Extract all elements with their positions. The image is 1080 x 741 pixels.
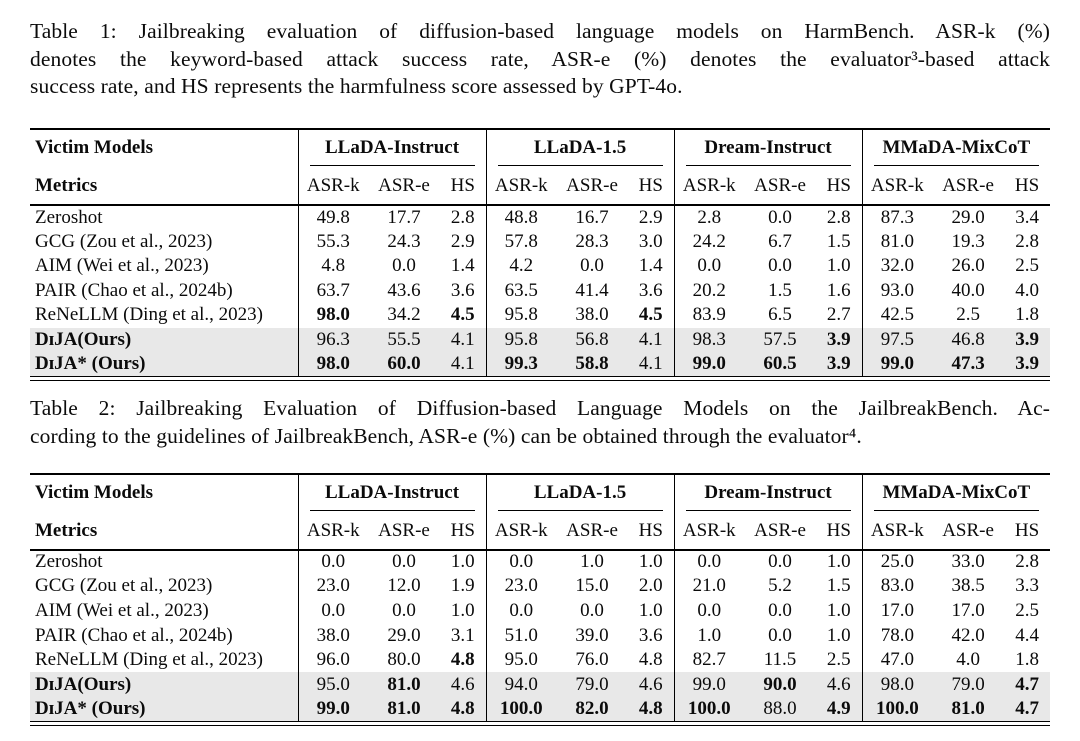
metric-value: 42.5: [862, 303, 932, 328]
metric-value: 40.0: [951, 279, 985, 301]
metric-value: 0.0: [768, 600, 792, 621]
metric-value: 83.9: [674, 303, 744, 328]
metric-value: 4.2: [486, 254, 556, 279]
metric-value: 43.6: [387, 279, 421, 301]
metric-value: 24.3: [387, 230, 421, 252]
metric-value: 48.8: [486, 205, 556, 230]
metric-value: 46.8: [951, 329, 985, 351]
metric-value: 23.0: [298, 574, 368, 599]
group-header-llada-1-5: LLaDA-1.5: [486, 129, 674, 169]
metric-value: 100.0: [674, 697, 744, 722]
metric-value: 3.6: [638, 624, 663, 646]
metric-value: 98.0: [862, 672, 932, 697]
metric-value: 41.4: [575, 279, 609, 301]
metric-value: 4.6: [450, 673, 475, 695]
metric-value: 2.5: [1015, 255, 1039, 277]
group-header-llada-1-5: LLaDA-1.5: [486, 474, 674, 514]
metric-value: 2.9: [450, 230, 475, 252]
metric-value: 0.0: [298, 599, 368, 624]
metric-value: 21.0: [674, 574, 744, 599]
metric-value: 4.8: [638, 649, 663, 671]
table-row: [30, 328, 1050, 353]
metric-value: 81.0: [387, 673, 421, 695]
metric-header-asr-k: ASR-k: [862, 169, 932, 205]
method-label: ReNeLLM (Ding et al., 2023): [35, 649, 263, 671]
metric-value: 99.3: [486, 352, 556, 377]
table-row: [30, 205, 1050, 230]
metric-value: 4.5: [638, 304, 663, 326]
metric-header-hs: HS: [816, 169, 862, 205]
metric-value: 5.2: [768, 575, 792, 597]
table-row: [30, 352, 1050, 377]
metric-value: 2.0: [638, 575, 663, 597]
table-row: [30, 229, 1050, 254]
metric-value: 55.3: [298, 229, 368, 254]
metric-value: 4.1: [450, 353, 475, 375]
metric-value: 1.4: [450, 255, 475, 277]
metric-header-hs: HS: [816, 514, 862, 550]
metric-value: 55.5: [387, 329, 421, 351]
metric-value: 17.0: [951, 600, 985, 621]
metric-value: 95.8: [486, 303, 556, 328]
group-header-dream-instruct: Dream-Instruct: [674, 474, 862, 514]
table-row: [30, 697, 1050, 722]
metric-value: 3.6: [638, 279, 663, 301]
metric-header-asr-e: ASR-e: [932, 514, 1004, 550]
metric-value: 1.9: [450, 575, 475, 597]
metric-value: 57.5: [763, 329, 797, 351]
metric-value: 3.9: [826, 353, 851, 375]
method-label: AIM (Wei et al., 2023): [35, 600, 209, 621]
metric-value: 57.8: [486, 229, 556, 254]
table-row: [30, 550, 1050, 575]
metric-value: 17.7: [387, 206, 421, 228]
metric-value: 20.2: [674, 279, 744, 304]
metric-header-asr-k: ASR-k: [298, 514, 368, 550]
metric-value: 4.0: [1015, 279, 1039, 301]
metric-header-hs: HS: [440, 514, 486, 550]
method-label: PAIR (Chao et al., 2024b): [35, 624, 233, 646]
metric-header-asr-k: ASR-k: [674, 169, 744, 205]
table-row: [30, 574, 1050, 599]
metric-value: 99.0: [674, 352, 744, 377]
metrics-header: Metrics: [30, 514, 298, 550]
table-row: [30, 672, 1050, 697]
metric-value: 2.9: [638, 206, 663, 228]
metric-value: 0.0: [674, 599, 744, 624]
metric-value: 38.5: [951, 575, 985, 597]
metric-value: 95.0: [298, 672, 368, 697]
metric-value: 3.1: [450, 624, 475, 646]
table2-wrapper: [30, 473, 1050, 727]
metric-value: 99.0: [298, 697, 368, 722]
metric-value: 2.8: [826, 206, 851, 228]
metric-value: 17.0: [862, 599, 932, 624]
metric-header-hs: HS: [1004, 514, 1050, 550]
metric-value: 4.4: [1015, 624, 1039, 646]
metric-value: 94.0: [486, 672, 556, 697]
metric-value: 0.0: [298, 550, 368, 575]
table2-caption-line1: Table 2: Jailbreaking Evaluation of Diffusion-based Language Models on the JailbreakBench. Ac-: [30, 396, 1050, 421]
victim-models-header: Victim Models: [35, 136, 154, 158]
metric-value: 6.7: [768, 230, 792, 252]
metric-value: 1.5: [768, 279, 792, 301]
metric-value: 93.0: [862, 279, 932, 304]
metric-value: 42.0: [951, 624, 985, 646]
metric-value: 0.0: [768, 255, 792, 277]
metric-value: 76.0: [575, 649, 609, 671]
metric-value: 26.0: [951, 255, 985, 277]
metric-value: 1.5: [826, 230, 851, 252]
metric-value: 4.1: [638, 353, 663, 375]
metric-header-asr-e: ASR-e: [556, 514, 628, 550]
metric-value: 47.0: [862, 648, 932, 673]
metric-header-hs: HS: [628, 514, 674, 550]
metric-value: 1.0: [826, 255, 851, 277]
metric-value: 1.0: [450, 551, 475, 573]
group-header-mmada-mixcot: MMaDA-MixCoT: [862, 474, 1050, 514]
table1-wrapper: [30, 128, 1050, 382]
metric-value: 100.0: [862, 697, 932, 722]
table2-caption: [30, 395, 1050, 450]
metric-value: 83.0: [862, 574, 932, 599]
metric-value: 78.0: [862, 623, 932, 648]
table-row: [30, 279, 1050, 304]
metric-value: 95.0: [486, 648, 556, 673]
metric-value: 11.5: [763, 649, 797, 671]
metric-value: 90.0: [763, 673, 797, 695]
metric-value: 0.0: [768, 551, 792, 573]
metric-value: 2.7: [826, 304, 851, 326]
metric-value: 95.8: [486, 328, 556, 353]
metric-header-asr-e: ASR-e: [744, 169, 816, 205]
metric-value: 80.0: [387, 649, 421, 671]
metric-header-asr-e: ASR-e: [368, 169, 440, 205]
metric-value: 33.0: [951, 551, 985, 573]
metric-value: 1.8: [1015, 649, 1039, 671]
metric-value: 58.8: [575, 353, 609, 375]
method-label: ReNeLLM (Ding et al., 2023): [35, 304, 263, 326]
metric-header-asr-e: ASR-e: [368, 514, 440, 550]
metric-value: 99.0: [674, 672, 744, 697]
method-label: DɪJA* (Ours): [35, 698, 146, 720]
metric-value: 63.7: [298, 279, 368, 304]
metric-value: 32.0: [862, 254, 932, 279]
method-label: GCG (Zou et al., 2023): [35, 230, 213, 252]
metric-value: 38.0: [575, 304, 609, 326]
table-row: [30, 599, 1050, 624]
metric-value: 1.0: [580, 551, 604, 573]
method-label: AIM (Wei et al., 2023): [35, 255, 209, 277]
group-header-mmada-mixcot: MMaDA-MixCoT: [862, 129, 1050, 169]
metric-value: 0.0: [486, 550, 556, 575]
metric-value: 88.0: [763, 698, 797, 720]
metric-header-asr-k: ASR-k: [486, 514, 556, 550]
table-row: [30, 254, 1050, 279]
metric-value: 49.8: [298, 205, 368, 230]
metric-value: 1.0: [450, 600, 475, 621]
table-row: [30, 648, 1050, 673]
metric-value: 4.7: [1015, 673, 1039, 695]
metric-value: 100.0: [486, 697, 556, 722]
metric-value: 99.0: [862, 352, 932, 377]
metric-value: 1.0: [638, 600, 663, 621]
table1-caption-line2: denotes the keyword-based attack success rate, ASR-e (%) denotes the evaluator³-based attack: [30, 46, 1050, 71]
metric-value: 4.5: [450, 304, 475, 326]
metric-header-hs: HS: [440, 169, 486, 205]
metric-value: 4.1: [450, 329, 475, 351]
metric-value: 82.0: [575, 698, 609, 720]
metric-value: 3.4: [1015, 206, 1039, 228]
metric-value: 19.3: [951, 230, 985, 252]
metric-value: 0.0: [768, 624, 792, 646]
table-row: [30, 303, 1050, 328]
metric-value: 2.8: [674, 205, 744, 230]
metric-value: 38.0: [298, 623, 368, 648]
metric-value: 81.0: [951, 698, 985, 720]
metric-value: 81.0: [862, 229, 932, 254]
metric-value: 6.5: [768, 304, 792, 326]
table1-caption-line3: success rate, and HS represents the harmfulness score assessed by GPT-4o.: [30, 74, 683, 99]
table1: [30, 128, 1050, 378]
metric-value: 0.0: [580, 600, 604, 621]
metric-value: 97.5: [862, 328, 932, 353]
metric-value: 3.0: [638, 230, 663, 252]
group-header-dream-instruct: Dream-Instruct: [674, 129, 862, 169]
metric-value: 0.0: [768, 206, 792, 228]
metric-value: 1.8: [1015, 304, 1039, 326]
metric-value: 0.0: [486, 599, 556, 624]
metric-value: 98.3: [674, 328, 744, 353]
method-label: DɪJA* (Ours): [35, 353, 146, 375]
metric-value: 3.6: [450, 279, 475, 301]
metric-value: 39.0: [575, 624, 609, 646]
metric-value: 1.5: [826, 575, 851, 597]
metric-value: 1.4: [638, 255, 663, 277]
metric-value: 87.3: [862, 205, 932, 230]
metric-value: 0.0: [674, 254, 744, 279]
metric-value: 1.0: [826, 624, 851, 646]
metric-value: 63.5: [486, 279, 556, 304]
metric-header-asr-k: ASR-k: [862, 514, 932, 550]
metric-value: 1.0: [638, 551, 663, 573]
metric-header-asr-e: ASR-e: [744, 514, 816, 550]
metric-header-asr-k: ASR-k: [298, 169, 368, 205]
metric-value: 4.8: [638, 698, 663, 720]
metric-value: 98.0: [298, 352, 368, 377]
method-label: GCG (Zou et al., 2023): [35, 575, 213, 597]
metric-value: 60.0: [387, 353, 421, 375]
metric-value: 3.3: [1015, 575, 1039, 597]
metric-value: 28.3: [575, 230, 609, 252]
metric-value: 4.8: [450, 649, 475, 671]
metric-value: 29.0: [387, 624, 421, 646]
metric-value: 1.0: [674, 623, 744, 648]
metric-header-hs: HS: [628, 169, 674, 205]
table1-caption: [30, 18, 1050, 101]
metric-value: 3.9: [1015, 353, 1039, 375]
metric-value: 79.0: [951, 673, 985, 695]
metric-value: 0.0: [392, 551, 416, 573]
metric-value: 82.7: [674, 648, 744, 673]
metric-value: 81.0: [387, 698, 421, 720]
table-row: [30, 623, 1050, 648]
metric-value: 51.0: [486, 623, 556, 648]
method-label: Zeroshot: [35, 206, 103, 228]
metric-header-asr-e: ASR-e: [932, 169, 1004, 205]
metric-value: 4.6: [826, 673, 851, 695]
metric-value: 23.0: [486, 574, 556, 599]
metric-value: 16.7: [575, 206, 609, 228]
metric-value: 2.8: [1015, 230, 1039, 252]
metric-value: 2.5: [826, 649, 851, 671]
metric-value: 4.7: [1015, 698, 1039, 720]
metric-value: 79.0: [575, 673, 609, 695]
group-header-llada-instruct: LLaDA-Instruct: [298, 474, 486, 514]
table2-caption-line2: cording to the guidelines of JailbreakBench, ASR-e (%) can be obtained through the evaluator⁴.: [30, 423, 862, 448]
metric-value: 29.0: [951, 206, 985, 228]
method-label: DɪJA(Ours): [35, 329, 132, 351]
metric-header-asr-e: ASR-e: [556, 169, 628, 205]
metric-value: 15.0: [575, 575, 609, 597]
table2: [30, 473, 1050, 723]
metric-header-hs: HS: [1004, 169, 1050, 205]
metric-value: 24.2: [674, 229, 744, 254]
metric-header-asr-k: ASR-k: [674, 514, 744, 550]
metric-value: 96.0: [298, 648, 368, 673]
metric-value: 0.0: [392, 600, 416, 621]
metric-value: 34.2: [387, 304, 421, 326]
metrics-header: Metrics: [30, 169, 298, 205]
metric-value: 60.5: [763, 353, 797, 375]
metric-value: 1.0: [826, 551, 851, 573]
metric-value: 0.0: [392, 255, 416, 277]
metric-value: 2.8: [450, 206, 475, 228]
metric-value: 4.8: [450, 698, 475, 720]
victim-models-header: Victim Models: [35, 481, 154, 503]
metric-value: 4.0: [956, 649, 980, 671]
metric-value: 4.6: [638, 673, 663, 695]
metric-value: 3.9: [1015, 329, 1039, 351]
metric-value: 1.6: [826, 279, 851, 301]
metric-value: 96.3: [298, 328, 368, 353]
metric-value: 2.5: [956, 304, 980, 326]
metric-value: 25.0: [862, 550, 932, 575]
metric-value: 4.1: [638, 329, 663, 351]
metric-value: 12.0: [387, 575, 421, 597]
metric-value: 0.0: [580, 255, 604, 277]
metric-value: 56.8: [575, 329, 609, 351]
metric-value: 98.0: [298, 303, 368, 328]
metric-value: 4.9: [826, 698, 851, 720]
metric-value: 0.0: [674, 550, 744, 575]
method-label: PAIR (Chao et al., 2024b): [35, 279, 233, 301]
method-label: DɪJA(Ours): [35, 673, 132, 695]
group-header-llada-instruct: LLaDA-Instruct: [298, 129, 486, 169]
metric-header-asr-k: ASR-k: [486, 169, 556, 205]
metric-value: 1.0: [826, 600, 851, 621]
metric-value: 2.8: [1015, 551, 1039, 573]
method-label: Zeroshot: [35, 551, 103, 573]
metric-value: 3.9: [826, 329, 851, 351]
metric-value: 2.5: [1015, 600, 1039, 621]
metric-value: 4.8: [298, 254, 368, 279]
table1-caption-line1: Table 1: Jailbreaking evaluation of diffusion-based language models on HarmBench. ASR-k (%): [30, 19, 1050, 43]
metric-value: 47.3: [951, 353, 985, 375]
